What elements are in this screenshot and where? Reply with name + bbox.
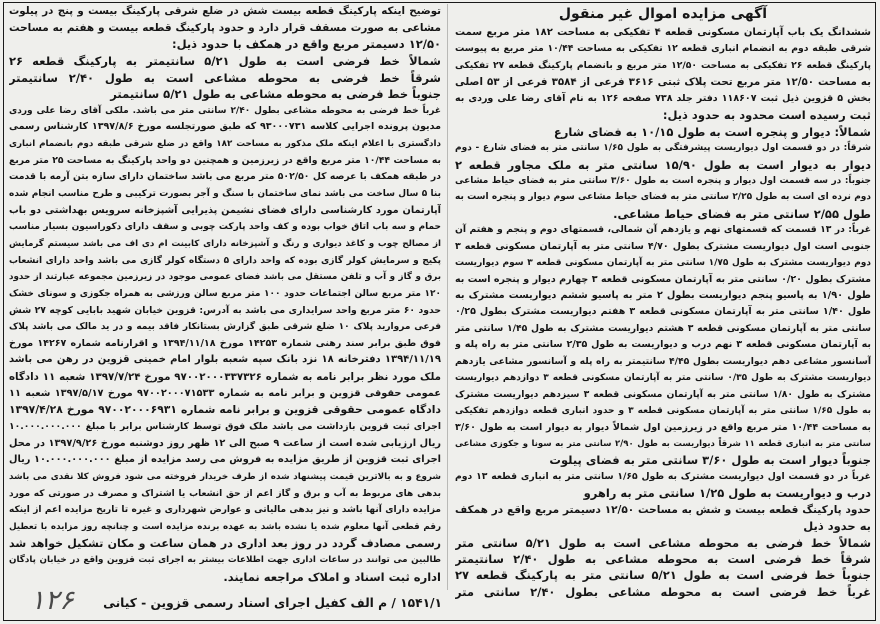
notice-line: جنوباً خط فرضی است به طول ۵/۲۱ سانتی متر به پارکینگ قطعه ۲۷ xyxy=(455,568,871,583)
notice-line: توضیح اینکه پارکینگ قطعه بیست شش در ضلع شرقی پارکینگ بیست و پنج در پیلوت xyxy=(9,5,441,17)
notice-line: سانتی متر به انباری قطعه ۱۱ شرقاً دیواریست به طول ۲/۹۰ سانتی متر به سونا و جکوزی مشاعی xyxy=(455,438,871,449)
notice-line: عمومی حقوقی قزوین و برابر نامه به شماره ۹۷۰۰۲۰۰۰۷۱۵۳۳ مورخ ۱۳۹۷/۵/۱۷ شعبه ۱۱ xyxy=(9,387,441,399)
notice-line: در طبقه همکف با عرصه کل ۵۰۲/۵۰ متر مربع می باشد ساختمان دارای سازه بتن آرمه با قدمت xyxy=(9,171,441,183)
notice-line: شرقاً: در دو قسمت اول دیواریست پیشرفتگی به طول ۱/۶۵ سانتی متر به فضای شارع - دوم xyxy=(455,143,871,154)
notice-signature: ۱۵۴۱/۱ / م الف کفیل اجرای اسناد رسمی قزوین - کیانی xyxy=(103,596,442,610)
notice-right-column xyxy=(455,3,871,603)
right-column-text xyxy=(455,25,871,600)
notice-line: بدهی های مربوط به آب و برق و گاز اعم از حق انشعاب یا اشتراک و مصرف در صورتی که مورد xyxy=(9,488,441,499)
notice-line: دادگستری با اعلام اینکه ملک مذکور به مساحت ۱۸۲ واقع در ضلع شرقی طبقه دوم بانضمام انباری xyxy=(9,139,441,150)
notice-line: رسمی مصادف گردد در روز بعد اداری در همان ساعت و مکان تشکیل خواهد شد xyxy=(9,536,441,550)
notice-line: سانتی متر به آپارتمان مسکونی قطعه ۳ هشتم دیواریست مشترک به طول ۱/۴۵ سانتی متر xyxy=(455,322,871,334)
notice-line: ۱۲/۵۰ دسیمتر مربع واقع در همکف با حدود ذیل: xyxy=(172,37,441,52)
notice-line: شمالاً خط فرضی به محوطه مشاعی است به طول ۵/۲۱ سانتی متر xyxy=(455,535,871,550)
notice-line: غرباً خط فرضی به محوطه مشاعی بطول ۲/۴۰ سانتی متر می باشد. ملکی آقای رضا علی وردی xyxy=(9,105,441,116)
notice-line: اداره ثبت اسناد و املاک مراجعه نمایند. xyxy=(223,569,441,584)
notice-line: غرباً خط فرضی است به محوطه مشاعی بطول ۲/۴۰ سانتی متر xyxy=(455,584,871,599)
notice-line: مزایده دارای آنها باشد و نیز بدهی مالیاتی و عوارض شهرداری و غیره تا تاریخ مزایده اعم از اینکه xyxy=(9,505,441,516)
notice-line: به مساحت ۱۲/۵۰ متر مربع تحت پلاک ثبتی ۳۶۱۶ فرعی از ۳۵۸۴ فرعی از ۵۳ اصلی xyxy=(455,76,871,89)
notice-line: شرقاً خط فرضی است به محوطه مشاعی به طول ۲/۴۰ سانتیمتر xyxy=(455,552,871,566)
notice-line: شرقی طبقه دوم به انضمام انباری قطعه ۱۲ تفکیکی به مساحت ۱۰/۴۴ متر مربع به پیوست xyxy=(455,43,871,55)
column-divider xyxy=(447,4,448,590)
notice-line: فرعی مروارید پلاک ۱۰ ضلع شرقی طبق گزارش بستانکار فاقد بیمه و در ید مالک می باشد پلاک xyxy=(9,322,441,333)
notice-line: غرباً در دو قسمت اول دیواریست مشترک به طول ۱/۶۵ سانتی متر به انباری قطعه ۱۳ دوم xyxy=(455,470,871,482)
notice-line: برق و گاز و آب و تلفن مستقل می باشد فضای عمومی موجود در زیرزمین مجموعه عبارتند از حدود xyxy=(9,272,441,283)
notice-line: دوم دیواریست مشترک به طول ۱/۷۵ سانتی متر به آپارتمان مسکونی قطعه ۳ سوم دیواریست xyxy=(455,258,871,269)
notice-line: شمالاً: دیوار و پنجره است به طول ۱۰/۱۵ به فضای شارع xyxy=(553,124,871,139)
left-column-text xyxy=(9,3,441,585)
notice-line: بخش ۵ قزوین ذیل ثبت ۱۱۸۶۰۷ دفتر جلد ۷۳۸ صفحه ۱۲۶ به نام آقای رضا علی وردی به xyxy=(455,92,871,104)
notice-line: فوق طبق برابر سند رهنی شماره ۱۴۲۵۳ مورخ ۱۳۹۴/۱۱/۱۸ و اقرارنامه شماره ۱۴۲۶۷ مورخ xyxy=(9,337,441,349)
notice-line: شروع و به بالاترین قیمت پیشنهاد شده از طرف خریدار فروخته می شود فروش کلا نقدی می باشد xyxy=(9,471,441,482)
notice-line: ششدانگ یک باب آپارتمان مسکونی قطعه ۴ تفکیکی به مساحت ۱۸۲ متر مربع سمت xyxy=(455,27,871,38)
notice-line: طالبین می توانند در ساعات اداری جهت اطلاعات بیشتر به اجرای ثبت قزوین واقع در خیابان پادگان xyxy=(9,555,441,566)
notice-line: شمالاً خط فرضی است به طول ۵/۲۱ سانتیمتر به پارکینگ قطعه ۲۶ xyxy=(9,53,441,68)
notice-line: آسانسور مشاعی دهم دیواریست بطول ۴/۴۵ سانتیمتر به راه پله و آسانسور مشاعی یازدهم xyxy=(455,355,871,367)
notice-line: ثبت رسیده است محدود به حدود ذیل: xyxy=(662,108,871,123)
notice-line: ملک مورد نظر برابر نامه به شماره ۹۷۰۰۲۰۰۰۳۳۷۳۲۶ مورخ ۱۳۹۷/۷/۲۴ شعبه ۱۱ دادگاه xyxy=(9,371,441,384)
notice-line: دیواریست مشترک به طول ۰/۳۵ سانتی متر به آپارتمان مسکونی قطعه ۳ دوازدهم دیواریست xyxy=(455,373,871,384)
notice-line: ۱۲۰ متر مربع سالن اجتماعات حدود ۱۰۰ متر مربع سالن ورزشی به همراه جکوزی و سونای خشک xyxy=(9,288,441,299)
notice-line: بنا ۵ سال ساخت می باشد نمای ساختمان با سنگ و آجر بصورت ترکیبی و طرح مناسب انجام شده xyxy=(9,189,441,200)
notice-line: رقم قطعی آنها معلوم شده یا نشده باشد به عهده برنده مزایده است و چنانچه روز مزایده با تعطیل xyxy=(9,521,441,532)
notice-line: حدود پارکینگ قطعه بیست و شش به مساحت ۱۲/۵۰ دسیمتر مربع واقع در همکف xyxy=(455,503,871,516)
notice-line: ۱۳۹۴/۱۱/۱۹ دفترخانه ۱۸ نزد بانک سپه شعبه بلوار امام خمینی قزوین در رهن می باشد xyxy=(9,354,441,366)
notice-line: جنوباً: در سه قسمت اول دیوار و پنجره است به طول ۳/۶۰ سانتی متر به فضای حیاط مشاعی xyxy=(455,175,871,186)
notice-line: حمام و سه باب اتاق خواب بوده و کف واحد پارکت چوبی و سقف دارای دکوراسیون بسیار مناسب xyxy=(9,222,441,233)
notice-line: اجرای ثبت قزوین بازداشت می باشد ملک فوق توسط کارشناس برابر با مبلغ ۱۰.۰۰۰.۰۰۰.۰۰۰ xyxy=(9,421,441,433)
notice-line: دوم نرده ای است به طول ۲/۲۵ سانتی متر به فضای حیاط مشاعی سوم دیوار و پنجره است به xyxy=(455,192,871,203)
notice-line: دیوار به دیوار است به طول ۱۵/۹۰ سانتی متر به ملک مجاور قطعه ۲ xyxy=(455,157,871,172)
notice-line: درب و دیواریست به طول ۱/۲۵ سانتی متر به راهرو xyxy=(583,486,871,501)
notice-line: طول ۱/۹۰ به پاسیو پنجم دیواریست بطول ۲ متر به پاسیو ششم دیواریست مشترک به xyxy=(455,290,871,301)
notice-line: طول ۲/۵۵ سانتی متر به فضای حیاط مشاعی. xyxy=(613,206,871,221)
notice-line: به حدود ذیل xyxy=(803,519,871,534)
notice-line: به مساحت ۱۰/۴۴ متر مربع واقع در زیرزمین اول شمالاً دیوار به دیوار است به طول ۳/۶۰ xyxy=(455,421,871,433)
notice-line: مشترک بطول ۰/۲۰ سانتی متر به آپارتمان مسکونی قطعه ۳ چهارم دیوار و پنجره است به xyxy=(455,273,871,285)
notice-line: به طول ۱/۶۵ سانتی متر به آپارتمان مسکونی قطعه ۳ و حدود انباری قطعه دوازدهم تفکیکی xyxy=(455,406,871,417)
notice-line: غرباً: در ۱۳ قسمت که قسمتهای نهم و یازدهم آن شمالی، قسمتهای دوم و پنجم و هفتم آن xyxy=(455,224,871,236)
notice-line: به مساحت ۱۰/۴۴ متر مربع واقع در زیرزمین و همچنین دو واحد پارکینگ به مساحت ۲۵ متر مربع xyxy=(9,154,441,166)
notice-line: آپارتمان مورد کارشناسی دارای فضای نشیمن پذیرایی آشپزخانه سرویس بهداشتی دو باب xyxy=(9,204,441,216)
notice-line: شرقاً خط فرضی به محوطه مشاعی است به طول ۲/۴۰ سانتیمتر xyxy=(9,70,441,85)
notice-line: ریال ارزیابی شده است از ساعت ۹ صبح الی ۱۲ ظهر روز دوشنبه مورخ ۱۳۹۷/۹/۲۶ در محل xyxy=(9,437,441,449)
notice-line: جنوبی است اول دیواریست مشترک بطول ۴/۷۰ سانتی متر به آپارتمان مسکونی قطعه ۳ xyxy=(455,240,871,252)
notice-line: مدیون پرونده اجرایی کلاسه ۹۳۰۰۰۷۳۱ که طبق صورتجلسه مورخ ۱۳۹۷/۸/۶ کارشناس رسمی xyxy=(9,121,441,133)
notice-line: پارکینگ قطعه ۲۶ تفکیکی به مساحت ۱۲/۵۰ متر مربع و بانضمام پارکینگ قطعه ۲۷ تفکیکی xyxy=(455,59,871,71)
notice-left-column xyxy=(9,3,441,587)
notice-line: اجرای ثبت قزوین از طریق مزایده به فروش می رسد مزایده از مبلغ ۱۰.۰۰۰.۰۰۰.۰۰۰ ریال xyxy=(9,454,441,466)
notice-line: دادگاه عمومی حقوقی قزوین و برابر نامه شماره ۹۷۰۰۲۰۰۰۶۹۳۱ مورخ ۱۳۹۷/۴/۲۸ xyxy=(9,403,441,417)
notice-line: حدود ۶۰ متر مربع واحد سرایداری می باشد به آدرس: قزوین خیابان شهید بابایی کوچه ۲۷ شش xyxy=(9,304,441,316)
notice-title: آگهی مزایده اموال غیر منقول xyxy=(558,6,768,22)
handwritten-page-number: ۱۲۶ xyxy=(30,585,74,616)
notice-line: طول ۱/۴۰ سانتی متر به آپارتمان مسکونی قطعه ۳ هفتم دیواریست مشترک بطول ۰/۲۵ xyxy=(455,306,871,318)
notice-line: جنوباً دیوار است به طول ۳/۶۰ سانتی متر به فضای پیلوت xyxy=(549,453,871,468)
notice-line: جنوباً خط فرضی به محوطه مشاعی به طول ۵/۲۱ سانتیمتر xyxy=(110,87,441,102)
notice-line: مشاعی به صورت مسقف قرار دارد و حدود پارکینگ قطعه بیست و هفتم به مساحت xyxy=(9,21,441,34)
notice-line: پکیج و سرمایش کولر گازی بوده که واحد دارای ۵ دستگاه کولر گازی می باشد واحد دارای انشعاب xyxy=(9,255,441,266)
notice-line: مشترک به طول ۱/۸۰ سانتی متر به آپارتمان مسکونی قطعه ۳ سیزدهم دیواریست مشترک xyxy=(455,388,871,400)
notice-line: از مصالح چوب و کاغذ دیواری و رنگ و آشپزخانه دارای کابینت ام دی اف می باشد سیستم گرمایش xyxy=(9,238,441,249)
notice-line: به آپارتمان مسکونی قطعه ۳ نهم درب و دیواریست به طول ۲/۳۵ سانتی متر به راه پله و xyxy=(455,339,871,351)
